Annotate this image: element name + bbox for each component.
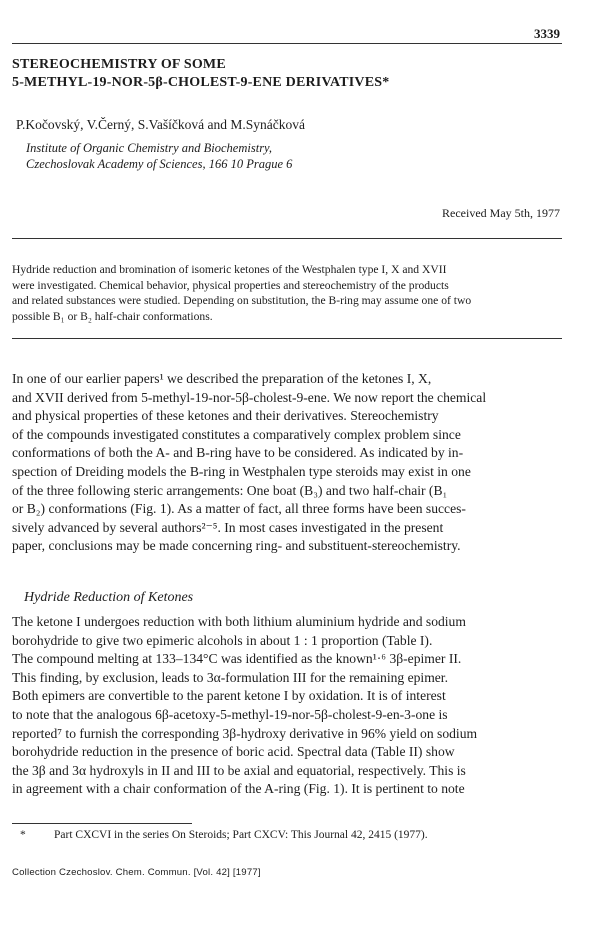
body-line: or B₂) conformations (Fig. 1). As a matter of fact, all three forms have been succes- <box>12 501 466 517</box>
affiliation-line-1: Institute of Organic Chemistry and Biochemistry, <box>26 141 273 155</box>
footnote-text: Part CXCVI in the series On Steroids; Part CXCV: This Journal 42, 2415 (1977). <box>54 829 428 841</box>
received-date: Received May 5th, 1977 <box>442 206 560 220</box>
header-rule <box>12 43 562 44</box>
body-line: of the compounds investigated constitutes a comparatively complex problem since <box>12 426 461 442</box>
section-heading: Hydride Reduction of Ketones <box>24 590 194 605</box>
authors: P.Kočovský, V.Černý, S.Vašíčková and M.Synáčková <box>16 117 305 132</box>
title-line-1: STEREOCHEMISTRY OF SOME <box>12 57 226 72</box>
footnote-rule <box>12 823 192 824</box>
abstract-rule-top <box>12 238 562 239</box>
journal-citation: Collection Czechoslov. Chem. Commun. [Vol. 42] [1977] <box>12 867 261 878</box>
intro-paragraph <box>12 370 562 556</box>
footnote-mark: * <box>20 829 26 841</box>
abstract-line: were investigated. Chemical behavior, physical properties and stereochemistry of the products <box>12 278 449 292</box>
body-line: of the three following steric arrangements: One boat (B₃) and two half-chair (B₁ <box>12 482 448 498</box>
body-line: In one of our earlier papers¹ we described the preparation of the ketones I, X, <box>12 371 432 386</box>
body-line: paper, conclusions may be made concerning ring- and substituent-stereochemistry. <box>12 538 461 554</box>
body-line: borohydride reduction in the presence of boric acid. Spectral data (Table II) show <box>12 744 455 760</box>
body-line: Both epimers are convertible to the parent ketone I by oxidation. It is of interest <box>12 688 446 704</box>
body-line: in agreement with a chair conformation of the A-ring (Fig. 1). It is pertinent to note <box>12 781 465 797</box>
body-line: This finding, by exclusion, leads to 3α-formulation III for the remaining epimer. <box>12 669 448 685</box>
body-line: reported⁷ to furnish the corresponding 3β-hydroxy derivative in 96% yield on sodium <box>12 725 478 741</box>
body-line: conformations of both the A- and B-ring have to be considered. As indicated by in- <box>12 445 464 461</box>
body-line: spection of Dreiding models the B-ring in Westphalen type steroids may exist in one <box>12 463 471 479</box>
body-line: to note that the analogous 6β-acetoxy-5-methyl-19-nor-5β-cholest-9-en-3-one is <box>12 706 448 722</box>
abstract-line: possible B₁ or B₂ half-chair conformations. <box>12 309 213 323</box>
body-line: sively advanced by several authors²⁻⁵. In most cases investigated in the present <box>12 519 444 535</box>
body-line: the 3β and 3α hydroxyls in II and III to be axial and equatorial, respectively. This is <box>12 762 466 778</box>
abstract-line: and related substances were studied. Depending on substitution, the B-ring may assume one of two <box>12 294 472 308</box>
body-line: and XVII derived from 5-methyl-19-nor-5β-cholest-9-ene. We now report the chemical <box>12 389 487 405</box>
page-number: 3339 <box>534 26 560 41</box>
affiliation-line-2: Czechoslovak Academy of Sciences, 166 10 Prague 6 <box>26 157 293 171</box>
abstract-line: Hydride reduction and bromination of isomeric ketones of the Westphalen type I, X and XVII <box>12 263 447 276</box>
body-line: and physical properties of these ketones and their derivatives. Stereochemistry <box>12 408 439 424</box>
body-line: The compound melting at 133–134°C was identified as the known¹·⁶ 3β-epimer II. <box>12 651 462 667</box>
article-title <box>12 56 572 92</box>
abstract <box>12 262 562 324</box>
footnote <box>20 829 428 841</box>
body-line: The ketone I undergoes reduction with both lithium aluminium hydride and sodium <box>12 614 466 629</box>
affiliation <box>26 140 292 172</box>
title-line-2: 5-METHYL-19-NOR-5β-CHOLEST-9-ENE DERIVATIVES* <box>12 75 390 90</box>
abstract-rule-bottom <box>12 338 562 339</box>
section-paragraph <box>12 613 562 799</box>
body-line: borohydride to give two epimeric alcohols in about 1 : 1 proportion (Table I). <box>12 632 433 648</box>
